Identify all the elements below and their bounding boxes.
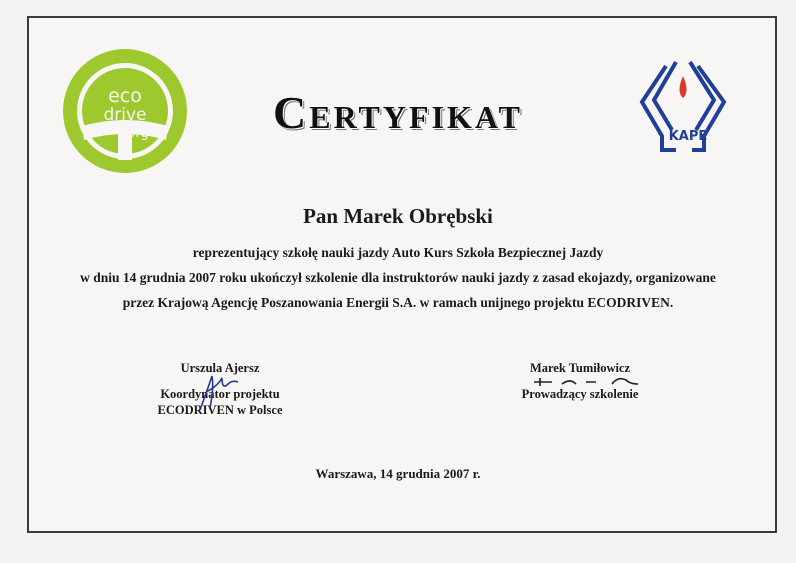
recipient-name: Pan Marek Obrębski bbox=[303, 204, 493, 228]
signatory-left-role-1: Koordynator projektu bbox=[160, 387, 280, 401]
signatory-right-role-1: Prowadzący szkolenie bbox=[521, 387, 639, 401]
eco-logo-line1: eco bbox=[108, 85, 142, 107]
signatory-left-role-2: ECODRIVEN w Polsce bbox=[157, 403, 283, 417]
body-line-1: reprezentujący szkołę nauki jazdy Auto Kurs Szkoła Bezpiecznej Jazdy bbox=[192, 245, 604, 260]
kape-logo-text: KAPE bbox=[668, 129, 708, 144]
eco-logo-line2: drive bbox=[103, 105, 147, 125]
signatory-right-name: Marek Tumiłowicz bbox=[529, 361, 631, 375]
body-line-2: w dniu 14 grudnia 2007 roku ukończył szkolenie dla instruktorów nauki jazdy z zasad ekojazdy, organizowane bbox=[80, 270, 716, 285]
handwritten-signature-left bbox=[188, 368, 248, 416]
signatory-left-name: Urszula Ajersz bbox=[180, 361, 260, 375]
handwritten-signature-right bbox=[526, 372, 646, 390]
place-and-date: Warszawa, 14 grudnia 2007 r. bbox=[315, 466, 481, 481]
eco-logo-line3: .org bbox=[123, 126, 149, 141]
body-line-3: przez Krajową Agencję Poszanowania Energii S.A. w ramach unijnego projektu ECODRIVEN. bbox=[122, 295, 674, 310]
certificate-title: Certyfikat bbox=[273, 87, 523, 138]
certificate-body bbox=[40, 240, 756, 315]
